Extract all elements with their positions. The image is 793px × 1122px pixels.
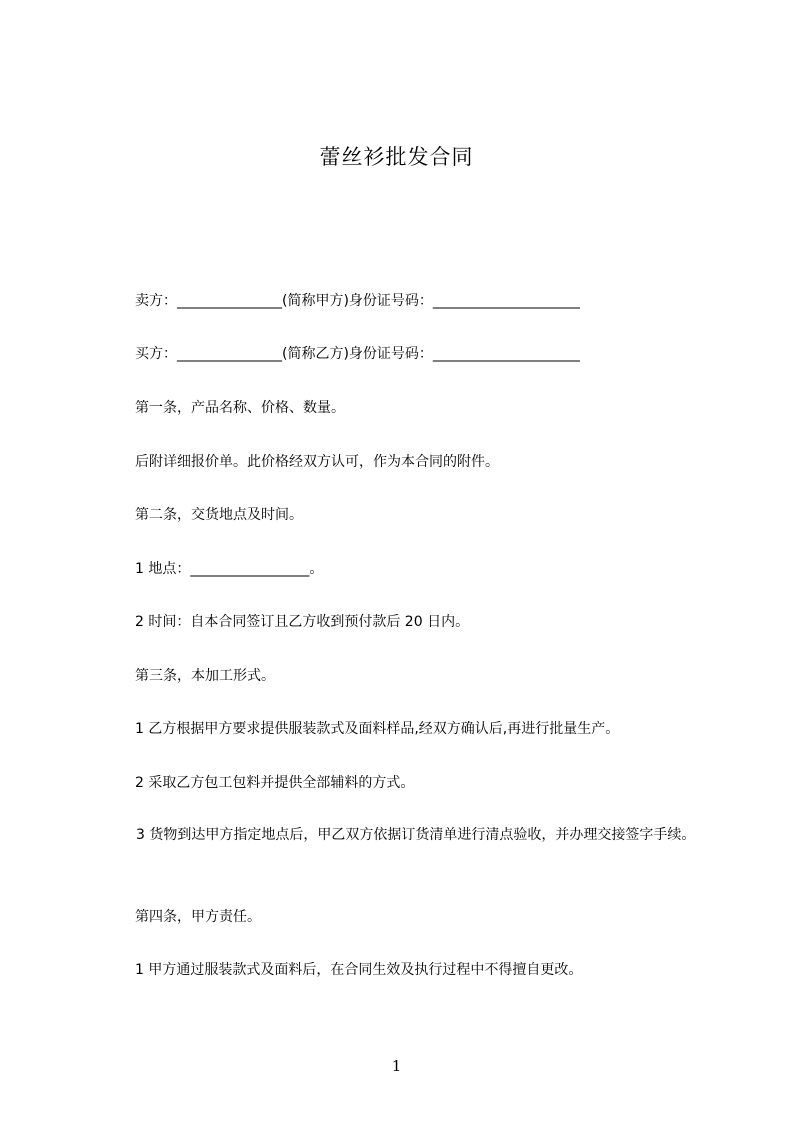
article-1-text: 后附详细报价单。此价格经双方认可，作为本合同的附件。: [135, 454, 499, 470]
article-2-heading: 第二条，交货地点及时间。: [135, 507, 303, 523]
seller-line: 卖方：_______________(简称甲方)身份证号码：_____________________: [135, 293, 580, 309]
article-1-heading: 第一条，产品名称、价格、数量。: [135, 400, 345, 416]
delivery-time: 2 时间：自本合同签订且乙方收到预付款后 20 日内。: [135, 614, 470, 630]
article-3-item-2: 2 采取乙方包工包料并提供全部辅料的方式。: [135, 775, 415, 791]
article-3-heading: 第三条，本加工形式。: [135, 668, 275, 684]
delivery-location: 1 地点：_________________。: [135, 561, 324, 577]
buyer-line: 买方：_______________(简称乙方)身份证号码：_____________________: [135, 346, 580, 362]
page-number: 1: [391, 1057, 402, 1075]
article-3-item-3: 3 货物到达甲方指定地点后，甲乙双方依据订货清单进行清点验收，并办理交接签字手续。: [136, 827, 696, 843]
article-4-heading: 第四条，甲方责任。: [135, 909, 261, 925]
article-4-item-1: 1 甲方通过服装款式及面料后，在合同生效及执行过程中不得擅自更改。: [135, 962, 583, 978]
article-3-item-1: 1 乙方根据甲方要求提供服装款式及面料样品,经双方确认后,再进行批量生产。: [135, 721, 620, 737]
document-title: 蕾丝衫批发合同: [319, 145, 474, 169]
